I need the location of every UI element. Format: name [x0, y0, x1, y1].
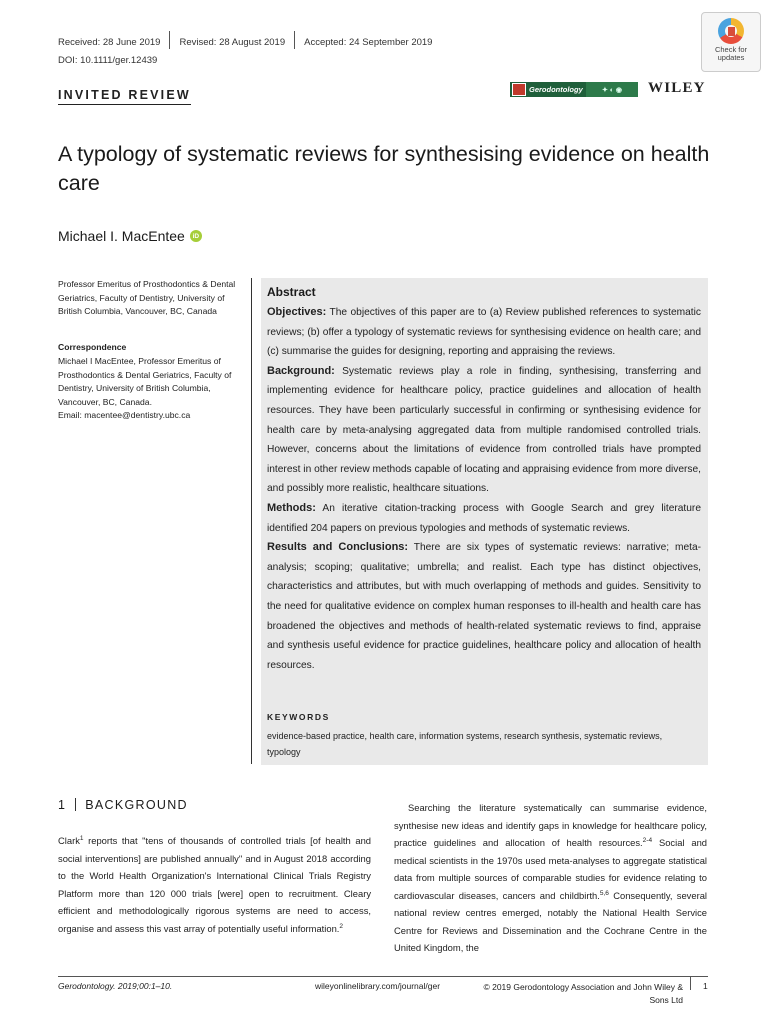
- objectives-label: Objectives:: [267, 306, 327, 318]
- check-for-updates-badge[interactable]: [701, 12, 761, 72]
- body-text: Searching the literature systematically can summarise evidence, synthesise new ideas and identify gaps in knowledge for healthcare policy, practice guidelines and allocation of health resources.: [394, 802, 707, 848]
- article-dates: [58, 35, 441, 49]
- author-name[interactable]: Michael I. MacEntee: [58, 228, 185, 244]
- article-title: A typology of systematic reviews for synthesising evidence on health care: [58, 142, 710, 195]
- footer-divider: [690, 977, 691, 990]
- section-divider: [75, 798, 76, 811]
- doi[interactable]: DOI: 10.1111/ger.12439: [58, 55, 158, 66]
- orcid-icon[interactable]: iD: [190, 230, 202, 242]
- abstract-body: [267, 303, 701, 675]
- journal-logo: [510, 82, 638, 97]
- abstract-heading: Abstract: [267, 285, 316, 299]
- background-label: Background:: [267, 364, 335, 377]
- body-text: Social and medical scientists in the 1970s used meta-analyses to aggregate statistical data from multiple sources of comparable studies for evidence relating to cardiovascular diseases, cancers and childbirth.: [394, 837, 707, 901]
- accepted-date: Accepted: 24 September 2019: [304, 36, 433, 48]
- citation-link[interactable]: 2: [339, 922, 344, 930]
- background-text: Systematic reviews play a role in finding, synthesising, transferring and implementing evidence for healthcare policy, practice guidelines and allocation of health resources. They have been particularly successful in confirming or synthesising evidence for health care by meta-analysing aggregated data from multiple randomised controlled trials. However, concerns about the limitations of evidence from controlled trials have prompted interest in other review methods capable of locating and appraising evidence from more diverse, and possibly more realistic, healthcare situations.: [267, 365, 701, 495]
- footer-citation: Gerodontology. 2019;00:1–10.: [58, 981, 173, 991]
- citation-link[interactable]: 5,6: [599, 889, 609, 897]
- citation-link[interactable]: 1: [79, 834, 84, 842]
- publisher-logo: WILEY: [648, 80, 706, 96]
- keywords: evidence-based practice, health care, information systems, research synthesis, systematic reviews, typology: [267, 731, 663, 757]
- body-text: Consequently, several national review centres emerged, notably the National Health Service Centre for Reviews and Dissemination and the Cochrane Centre in the United Kingdom, the: [394, 889, 707, 953]
- check-for-updates-label: Check for updates: [714, 45, 748, 62]
- keywords-heading: KEYWORDS: [267, 712, 330, 722]
- journal-logo-icon: [512, 83, 526, 96]
- revised-date: Revised: 28 August 2019: [179, 36, 286, 48]
- methods-text: An iterative citation-tracking process with Google Search and grey literature identified 204 papers on previous typologies and methods of systematic reviews.: [267, 502, 701, 534]
- methods-label: Methods:: [267, 501, 316, 514]
- body-column-left: [58, 832, 371, 937]
- results-label: Results and Conclusions:: [267, 541, 409, 554]
- affiliation: Professor Emeritus of Prosthodontics & Dental Geriatrics, Faculty of Dentistry, University of British Columbia, Vancouver, BC, Canada: [58, 279, 236, 316]
- journal-logo-text: Gerodontology: [529, 85, 583, 94]
- body-column-right: [394, 799, 707, 957]
- body-text: reports that "tens of thousands of controlled trials [of health and social interventions] are published annually" and in August 2018 according to the World Health Organization's International Clinical Trials Registry Platform more than 120 000 trials [were] open to recruitment. Cleary efficient and methodologically rigorous systems are need to access, organise and assess this vast array of potentially useful information.: [58, 835, 371, 934]
- correspondence-heading: Correspondence: [58, 342, 127, 352]
- section-number: 1: [58, 798, 67, 812]
- correspondence-text: Michael I MacEntee, Professor Emeritus of Prosthodontics & Dental Geriatrics, Faculty of Dentistry, University of British Columbia, Vancouver, BC, Canada.: [58, 356, 232, 407]
- author-line: [58, 228, 202, 244]
- page-number: 1: [703, 981, 708, 991]
- body-text: Clark: [58, 835, 80, 846]
- footer-copyright: © 2019 Gerodontology Association and John Wiley & Sons Ltd: [483, 982, 683, 1005]
- section-heading: [58, 798, 188, 812]
- journal-logo-emblems: ✦ ◐ ◉: [586, 82, 638, 97]
- results-text: There are six types of systematic reviews: narrative; meta-analysis; scoping; qualitative; umbrella; and realist. Each type has distinct objectives, characteristics and attributes, but with much overlapping of methods and guides. Sensitivity to the need for qualitative evidence on complex human responses to ill-health and health care has broadened the objectives and methods of health-related systematic reviews to find, appraise and synthesis useful evidence for practice guidelines, healthcare policy and allocation of health resources.: [267, 542, 701, 671]
- correspondence: [58, 355, 243, 423]
- objectives-text: The objectives of this paper are to (a) Review published references to systematic reviews; (b) offer a typology of systematic reviews for synthesising evidence on health care; and (c) summarise the guides for designing, reporting and appraising the reviews.: [267, 307, 701, 358]
- crossmark-icon: [718, 18, 744, 44]
- abstract-divider: [251, 278, 252, 764]
- footer-rule: [58, 976, 708, 977]
- citation-link[interactable]: 2-4: [642, 836, 653, 844]
- received-date: Received: 28 June 2019: [58, 36, 161, 48]
- correspondence-email[interactable]: Email: macentee@dentistry.ubc.ca: [58, 410, 191, 420]
- footer-url[interactable]: wileyonlinelibrary.com/journal/ger: [315, 981, 441, 991]
- article-type: INVITED REVIEW: [58, 88, 191, 105]
- section-title: BACKGROUND: [85, 798, 188, 812]
